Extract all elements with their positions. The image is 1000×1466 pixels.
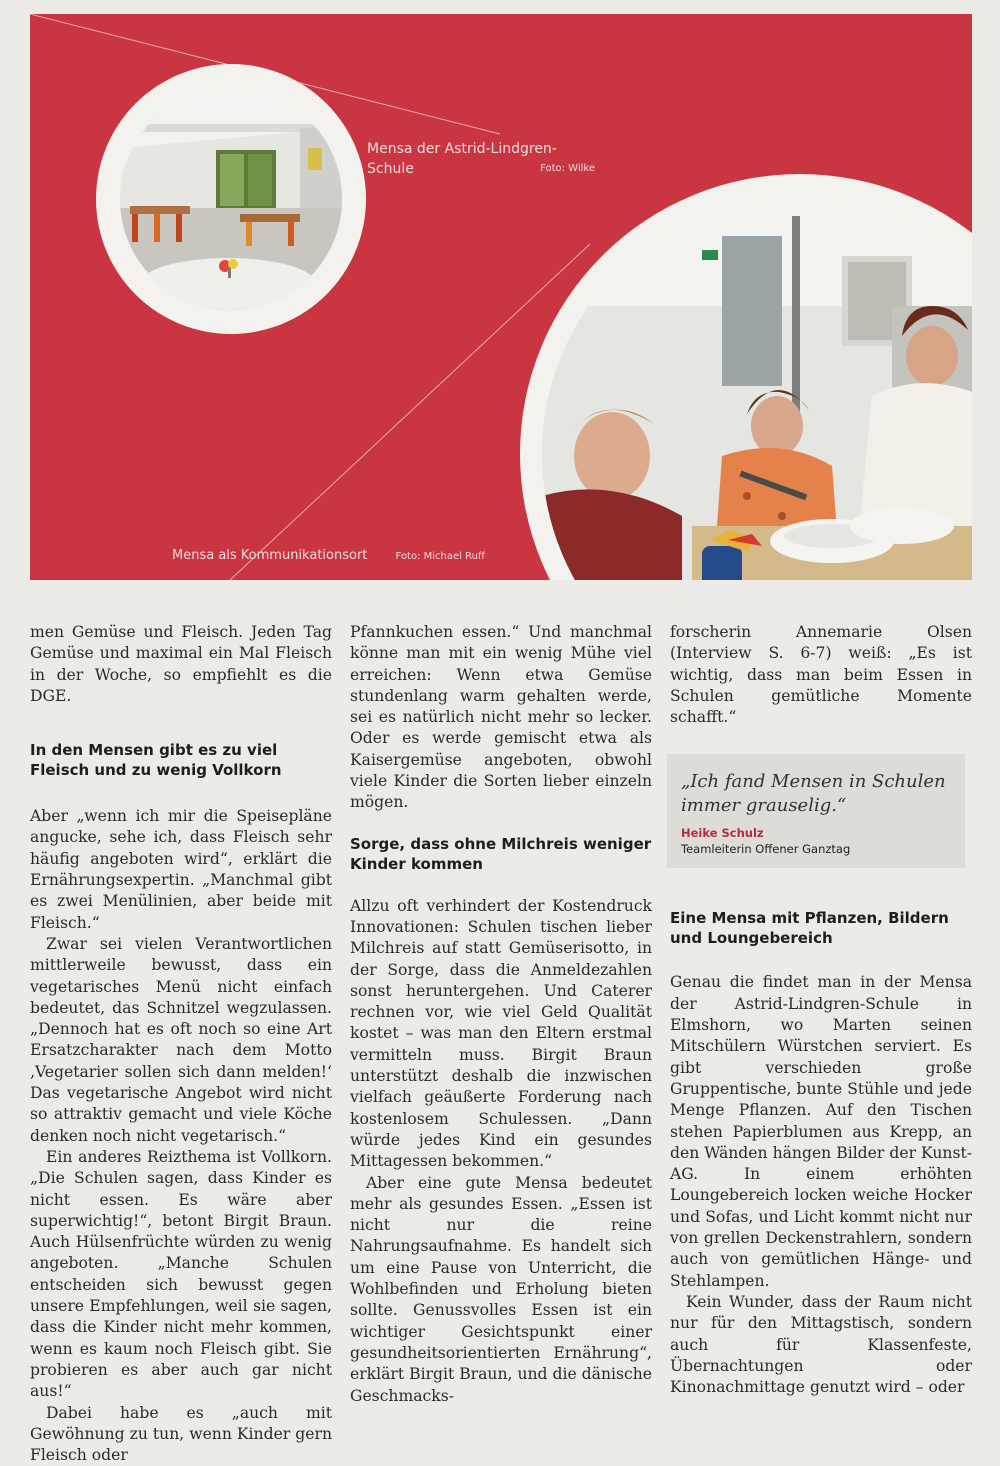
caption-cafeteria-line1: Mensa der Astrid-Lindgren- — [367, 139, 597, 159]
paragraph: Genau die findet man in der Mensa der Astrid-Lindgren-Schule in Elmshorn, wo Marten seinen Mitschülern Würstchen serviert. Es gibt verschieden große Gruppentische, bunte Stühle und jede Menge Pflanzen. Auf den Tischen stehen Papierblumen aus Krepp, an den Wänden hängen Bilder der Kunst-AG. In einem erhöhten Loungebereich locken weiche Hocker und Sofas, und Licht kommt nicht nur von grellen Deckenstrahlern, sondern auch von gemütlichen Hänge- und Stehlampen. — [670, 972, 972, 1291]
subheading-meat-wholegrain: In den Mensen gibt es zu viel Fleisch und zu wenig Vollkorn — [30, 740, 332, 780]
caption-communication-text: Mensa als Kommunikationsort — [172, 548, 367, 563]
paragraph: Allzu oft verhindert der Kostendruck Innovationen: Schulen tischen lieber Milchreis auf statt Gemüserisotto, in der Sorge, dass die Anmeldezahlen sonst heruntergehen. Und Caterer rechnen vor, wie viel Geld Qualität kostet – was man den Eltern erstmal vermitteln muss. Birgit Braun unterstützt deshalb die inzwischen vielfach geäußerte Forderung nach kostenlosem Schulessen. „Dann würde jedes Kind ein gesundes Mittagessen bekommen.“ — [350, 896, 652, 1173]
photo-frame-cafeteria — [96, 64, 366, 334]
paragraph: Aber eine gute Mensa bedeutet mehr als gesundes Essen. „Essen ist nicht nur die reine Nahrungsaufnahme. Es handelt sich um eine Pause von Unterricht, die Wohlbefinden und Erholung bieten sollte. Genussvolles Essen ist ein wichtiger Gesichtspunkt einer gesundheitsorientierten Ernährung“, erklärt Birgit Braun, und die dänische Geschmacks- — [350, 1173, 652, 1407]
hero-banner — [30, 14, 972, 580]
article-column-1 — [30, 622, 332, 1466]
pull-quote — [667, 754, 965, 868]
pull-quote-role: Teamleiterin Offener Ganztag — [681, 842, 951, 856]
children-eating-photo — [542, 196, 972, 580]
paragraph: Pfannkuchen essen.“ Und manchmal könne man mit ein wenig Mühe viel erreichen: Wenn etwa Gemüse stundenlang warm gehalten werde, sei es natürlich nicht mehr so lecker. Oder es werde gemischt etwa als Kaisergemüse angeboten, obwohl viele Kinder die Sorten lieber einzeln mögen. — [350, 622, 652, 814]
caption-communication — [172, 548, 485, 563]
article-body — [30, 622, 972, 1292]
photo-credit-wilke: Foto: Wilke — [540, 159, 595, 179]
paragraph: Ein anderes Reizthema ist Vollkorn. „Die Schulen sagen, dass Kinder es nicht essen. Es wäre aber superwichtig!“, betont Birgit Braun. Auch Hülsenfrüchte würden zu wenig angeboten. „Manche Schulen entscheiden sich bewusst gegen unsere Empfehlungen, weil sie sagen, dass die Kinder nicht mehr kommen, wenn es kaum noch Fleisch gibt. Sie probieren es aber auch gar nicht aus!“ — [30, 1147, 332, 1403]
paragraph: Zwar sei vielen Verantwortlichen mittlerweile bewusst, dass ein vegetarisches Menü nicht einfach bedeutet, das Schnitzel wegzulassen. „Dennoch hat es oft noch so eine Art Ersatzcharakter nach dem Motto ‚Vegetarier sollen sich dann melden!‘ Das vegetarische Angebot wird nicht so attraktiv gemacht und viele Köche denken noch nicht vegetarisch.“ — [30, 934, 332, 1147]
caption-cafeteria — [367, 139, 597, 179]
paragraph: Kein Wunder, dass der Raum nicht nur für den Mittagstisch, sondern auch für Klassenfeste, Übernachtungen oder Kinonachmittage genutzt wird – oder — [670, 1292, 972, 1398]
article-column-3 — [670, 622, 972, 1398]
pull-quote-author: Heike Schulz — [681, 826, 951, 840]
paragraph: Dabei habe es „auch mit Gewöhnung zu tun, wenn Kinder gern Fleisch oder — [30, 1403, 332, 1466]
cafeteria-photo — [120, 88, 342, 310]
caption-cafeteria-line2: Schule — [367, 159, 414, 179]
photo-credit-ruff: Foto: Michael Ruff — [396, 551, 485, 562]
paragraph: men Gemüse und Fleisch. Jeden Tag Gemüse und maximal ein Mal Fleisch in der Woche, so empfiehlt es die DGE. — [30, 622, 332, 707]
subheading-mensa-plants: Eine Mensa mit Pflanzen, Bildern und Loungebereich — [670, 908, 972, 948]
pull-quote-text: „Ich fand Mensen in Schulen immer grauselig.“ — [681, 770, 951, 818]
paragraph: forscherin Annemarie Olsen (Interview S. 6-7) weiß: „Es ist wichtig, dass man beim Essen in Schulen gemütliche Momente schafft.“ — [670, 622, 972, 728]
article-column-2 — [350, 622, 652, 1407]
subheading-milk-rice: Sorge, dass ohne Milchreis weniger Kinder kommen — [350, 834, 652, 874]
paragraph: Aber „wenn ich mir die Speisepläne angucke, sehe ich, dass Fleisch sehr häufig angeboten wird“, erklärt die Ernährungsexpertin. „Manchmal gibt es zwei Menülinien, aber beide mit Fleisch.“ — [30, 806, 332, 934]
